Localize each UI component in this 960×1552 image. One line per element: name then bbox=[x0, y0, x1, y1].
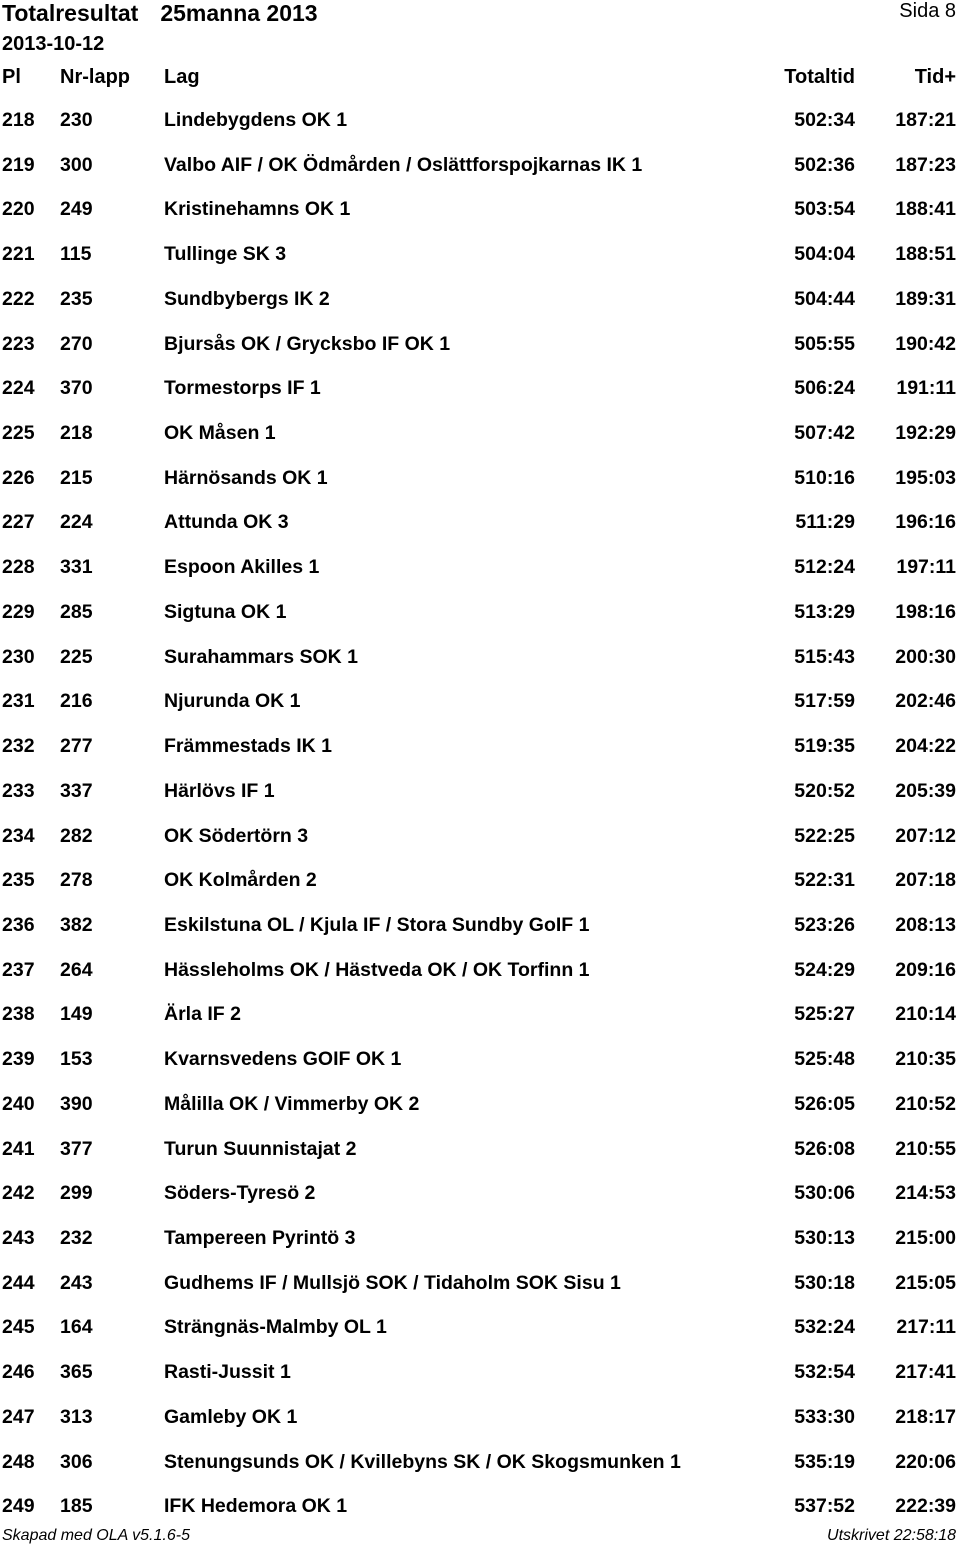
table-row bbox=[0, 555, 960, 600]
cell-totaltid: 502:34 bbox=[794, 109, 855, 131]
table-row bbox=[0, 153, 960, 198]
cell-lag: Strängnäs-Malmby OL 1 bbox=[164, 1316, 387, 1339]
cell-tidplus: 210:14 bbox=[895, 1003, 956, 1026]
cell-pl: 241 bbox=[2, 1137, 35, 1160]
cell-pl: 237 bbox=[2, 958, 35, 981]
cell-pl: 245 bbox=[2, 1316, 35, 1339]
cell-nr-lapp: 232 bbox=[60, 1226, 93, 1249]
table-row bbox=[0, 1226, 960, 1271]
cell-tidplus: 214:53 bbox=[895, 1182, 956, 1205]
table-row bbox=[0, 645, 960, 690]
cell-totaltid: 523:26 bbox=[794, 913, 855, 936]
table-row bbox=[0, 421, 960, 466]
table-row bbox=[0, 1092, 960, 1137]
cell-totaltid: 520:52 bbox=[794, 779, 855, 802]
cell-lag: Turun Suunnistajat 2 bbox=[164, 1137, 357, 1160]
table-row bbox=[0, 600, 960, 645]
cell-lag: Sigtuna OK 1 bbox=[164, 600, 287, 623]
cell-pl: 229 bbox=[2, 600, 35, 623]
table-row bbox=[0, 287, 960, 332]
cell-pl: 222 bbox=[2, 287, 35, 310]
cell-lag: Tampereen Pyrintö 3 bbox=[164, 1226, 356, 1249]
cell-tidplus: 189:31 bbox=[895, 287, 956, 310]
cell-pl: 236 bbox=[2, 913, 35, 936]
cell-lag: Härnösands OK 1 bbox=[164, 466, 328, 489]
cell-nr-lapp: 243 bbox=[60, 1271, 93, 1294]
cell-pl: 221 bbox=[2, 243, 35, 266]
cell-nr-lapp: 235 bbox=[60, 287, 93, 310]
title-text: Totalresultat bbox=[2, 0, 139, 26]
cell-tidplus: 188:51 bbox=[895, 243, 956, 266]
cell-totaltid: 530:18 bbox=[794, 1271, 855, 1294]
cell-lag: Främmestads IK 1 bbox=[164, 735, 332, 758]
cell-lag: Målilla OK / Vimmerby OK 2 bbox=[164, 1092, 420, 1115]
cell-tidplus: 195:03 bbox=[895, 466, 956, 489]
table-row bbox=[0, 376, 960, 421]
cell-nr-lapp: 216 bbox=[60, 690, 93, 713]
table-row bbox=[0, 1047, 960, 1092]
cell-nr-lapp: 115 bbox=[60, 243, 92, 266]
col-header-tidplus: Tid+ bbox=[914, 66, 956, 88]
table-row bbox=[0, 466, 960, 511]
cell-pl: 246 bbox=[2, 1361, 35, 1384]
cell-totaltid: 504:44 bbox=[794, 287, 855, 310]
cell-pl: 219 bbox=[2, 153, 35, 176]
cell-tidplus: 200:30 bbox=[895, 645, 956, 668]
cell-tidplus: 220:06 bbox=[895, 1450, 956, 1473]
created-with-text: Skapad med OLA v5.1.6-5 bbox=[2, 1527, 190, 1544]
col-header-nr-lapp: Nr-lapp bbox=[60, 66, 130, 88]
cell-pl: 238 bbox=[2, 1003, 35, 1026]
cell-nr-lapp: 377 bbox=[60, 1137, 93, 1160]
cell-lag: Härlövs IF 1 bbox=[164, 779, 275, 802]
cell-totaltid: 522:31 bbox=[794, 869, 855, 892]
cell-nr-lapp: 299 bbox=[60, 1182, 93, 1205]
cell-lag: Hässleholms OK / Hästveda OK / OK Torfinn 1 bbox=[164, 958, 590, 981]
cell-totaltid: 512:24 bbox=[794, 556, 855, 579]
cell-pl: 240 bbox=[2, 1092, 35, 1115]
table-row bbox=[0, 242, 960, 287]
cell-lag: Ärla IF 2 bbox=[164, 1003, 241, 1026]
cell-pl: 220 bbox=[2, 198, 35, 221]
cell-totaltid: 537:52 bbox=[794, 1495, 855, 1518]
column-header-row bbox=[0, 66, 960, 90]
cell-lag: Tormestorps IF 1 bbox=[164, 377, 321, 400]
cell-pl: 242 bbox=[2, 1182, 35, 1205]
report-date: 2013-10-12 bbox=[2, 33, 105, 55]
table-row bbox=[0, 779, 960, 824]
cell-nr-lapp: 224 bbox=[60, 511, 93, 534]
cell-lag: OK Södertörn 3 bbox=[164, 824, 309, 847]
cell-totaltid: 532:24 bbox=[794, 1316, 855, 1339]
cell-nr-lapp: 164 bbox=[60, 1316, 93, 1339]
cell-tidplus: 196:16 bbox=[895, 511, 956, 534]
cell-nr-lapp: 278 bbox=[60, 869, 93, 892]
cell-pl: 227 bbox=[2, 511, 35, 534]
col-header-totaltid: Totaltid bbox=[784, 66, 855, 88]
cell-totaltid: 517:59 bbox=[794, 690, 855, 713]
cell-nr-lapp: 264 bbox=[60, 958, 93, 981]
cell-pl: 239 bbox=[2, 1048, 35, 1071]
table-row bbox=[0, 1315, 960, 1360]
cell-lag: Gamleby OK 1 bbox=[164, 1405, 298, 1428]
table-row bbox=[0, 1271, 960, 1316]
cell-lag: Valbo AIF / OK Ödmården / Oslättforspojkarnas IK 1 bbox=[164, 153, 643, 176]
cell-nr-lapp: 285 bbox=[60, 600, 93, 623]
table-row bbox=[0, 1360, 960, 1405]
cell-lag: Stenungsunds OK / Kvillebyns SK / OK Skogsmunken 1 bbox=[164, 1450, 681, 1473]
cell-tidplus: 210:55 bbox=[895, 1137, 956, 1160]
cell-lag: IFK Hedemora OK 1 bbox=[164, 1495, 348, 1518]
cell-totaltid: 532:54 bbox=[794, 1361, 855, 1384]
cell-pl: 230 bbox=[2, 645, 35, 668]
cell-nr-lapp: 313 bbox=[60, 1405, 93, 1428]
cell-lag: Rasti-Jussit 1 bbox=[164, 1361, 291, 1384]
cell-tidplus: 217:41 bbox=[895, 1361, 956, 1384]
cell-totaltid: 524:29 bbox=[794, 958, 855, 981]
cell-lag: Bjursås OK / Grycksbo IF OK 1 bbox=[164, 332, 451, 355]
cell-nr-lapp: 277 bbox=[60, 735, 93, 758]
table-row bbox=[0, 913, 960, 958]
cell-totaltid: 522:25 bbox=[794, 824, 855, 847]
page-number: Sida 8 bbox=[899, 0, 956, 22]
cell-tidplus: 215:05 bbox=[895, 1271, 956, 1294]
cell-pl: 248 bbox=[2, 1450, 35, 1473]
cell-tidplus: 218:17 bbox=[895, 1405, 956, 1428]
cell-tidplus: 190:42 bbox=[895, 332, 956, 355]
cell-pl: 235 bbox=[2, 869, 35, 892]
cell-tidplus: 208:13 bbox=[895, 913, 956, 936]
cell-totaltid: 519:35 bbox=[794, 735, 855, 758]
results-table bbox=[0, 108, 960, 1539]
cell-tidplus: 187:21 bbox=[895, 109, 956, 131]
table-row bbox=[0, 510, 960, 555]
table-row bbox=[0, 108, 960, 153]
table-row bbox=[0, 689, 960, 734]
cell-nr-lapp: 249 bbox=[60, 198, 93, 221]
cell-lag: Espoon Akilles 1 bbox=[164, 556, 320, 579]
table-row bbox=[0, 197, 960, 242]
cell-totaltid: 533:30 bbox=[794, 1405, 855, 1428]
table-row bbox=[0, 734, 960, 779]
cell-totaltid: 525:27 bbox=[794, 1003, 855, 1026]
cell-nr-lapp: 215 bbox=[60, 466, 93, 489]
cell-lag: Lindebygdens OK 1 bbox=[164, 109, 348, 131]
cell-nr-lapp: 185 bbox=[60, 1495, 93, 1518]
cell-lag: Surahammars SOK 1 bbox=[164, 645, 359, 668]
cell-pl: 249 bbox=[2, 1495, 35, 1518]
cell-nr-lapp: 365 bbox=[60, 1361, 93, 1384]
cell-tidplus: 197:11 bbox=[896, 556, 956, 579]
cell-tidplus: 205:39 bbox=[895, 779, 956, 802]
cell-totaltid: 525:48 bbox=[794, 1048, 855, 1071]
cell-nr-lapp: 390 bbox=[60, 1092, 93, 1115]
cell-pl: 223 bbox=[2, 332, 35, 355]
cell-nr-lapp: 218 bbox=[60, 422, 93, 445]
cell-tidplus: 204:22 bbox=[895, 735, 956, 758]
cell-nr-lapp: 230 bbox=[60, 109, 93, 131]
cell-lag: Njurunda OK 1 bbox=[164, 690, 301, 713]
cell-totaltid: 513:29 bbox=[794, 600, 855, 623]
table-row bbox=[0, 1137, 960, 1182]
cell-pl: 225 bbox=[2, 422, 35, 445]
cell-pl: 218 bbox=[2, 109, 35, 131]
cell-totaltid: 506:24 bbox=[794, 377, 855, 400]
cell-nr-lapp: 370 bbox=[60, 377, 93, 400]
cell-totaltid: 535:19 bbox=[794, 1450, 855, 1473]
cell-nr-lapp: 225 bbox=[60, 645, 93, 668]
cell-pl: 232 bbox=[2, 735, 35, 758]
page-footer bbox=[0, 1527, 960, 1549]
table-row bbox=[0, 868, 960, 913]
cell-lag: Tullinge SK 3 bbox=[164, 243, 287, 266]
cell-pl: 233 bbox=[2, 779, 35, 802]
cell-nr-lapp: 300 bbox=[60, 153, 93, 176]
cell-tidplus: 217:11 bbox=[896, 1316, 956, 1339]
cell-nr-lapp: 337 bbox=[60, 779, 93, 802]
cell-tidplus: 209:16 bbox=[895, 958, 956, 981]
cell-tidplus: 215:00 bbox=[895, 1226, 956, 1249]
cell-totaltid: 511:29 bbox=[795, 511, 855, 534]
cell-totaltid: 530:13 bbox=[794, 1226, 855, 1249]
cell-pl: 234 bbox=[2, 824, 35, 847]
cell-totaltid: 510:16 bbox=[794, 466, 855, 489]
cell-tidplus: 207:18 bbox=[895, 869, 956, 892]
cell-pl: 243 bbox=[2, 1226, 35, 1249]
cell-nr-lapp: 149 bbox=[60, 1003, 93, 1026]
cell-tidplus: 222:39 bbox=[895, 1495, 956, 1518]
cell-lag: OK Måsen 1 bbox=[164, 422, 276, 445]
cell-lag: Söders-Tyresö 2 bbox=[164, 1182, 316, 1205]
cell-lag: Kvarnsvedens GOIF OK 1 bbox=[164, 1048, 402, 1071]
cell-tidplus: 210:35 bbox=[895, 1048, 956, 1071]
cell-pl: 244 bbox=[2, 1271, 35, 1294]
cell-totaltid: 530:06 bbox=[794, 1182, 855, 1205]
cell-lag: Eskilstuna OL / Kjula IF / Stora Sundby GoIF 1 bbox=[164, 913, 590, 936]
printed-time-text: Utskrivet 22:58:18 bbox=[827, 1527, 956, 1544]
cell-totaltid: 507:42 bbox=[794, 422, 855, 445]
cell-totaltid: 526:05 bbox=[794, 1092, 855, 1115]
cell-lag: Gudhems IF / Mullsjö SOK / Tidaholm SOK Sisu 1 bbox=[164, 1271, 621, 1294]
cell-totaltid: 502:36 bbox=[794, 153, 855, 176]
cell-pl: 224 bbox=[2, 377, 35, 400]
cell-totaltid: 505:55 bbox=[794, 332, 855, 355]
cell-totaltid: 526:08 bbox=[794, 1137, 855, 1160]
table-row bbox=[0, 1002, 960, 1047]
cell-nr-lapp: 306 bbox=[60, 1450, 93, 1473]
table-row bbox=[0, 332, 960, 377]
col-header-pl: Pl bbox=[2, 66, 21, 88]
cell-nr-lapp: 153 bbox=[60, 1048, 93, 1071]
cell-totaltid: 515:43 bbox=[794, 645, 855, 668]
table-row bbox=[0, 958, 960, 1003]
cell-pl: 231 bbox=[2, 690, 35, 713]
cell-totaltid: 503:54 bbox=[794, 198, 855, 221]
cell-lag: OK Kolmården 2 bbox=[164, 869, 317, 892]
table-row bbox=[0, 1181, 960, 1226]
cell-pl: 226 bbox=[2, 466, 35, 489]
table-row bbox=[0, 1405, 960, 1450]
cell-tidplus: 207:12 bbox=[895, 824, 956, 847]
table-row bbox=[0, 1450, 960, 1495]
cell-tidplus: 210:52 bbox=[895, 1092, 956, 1115]
cell-tidplus: 187:23 bbox=[895, 153, 956, 176]
cell-nr-lapp: 331 bbox=[60, 556, 93, 579]
cell-lag: Attunda OK 3 bbox=[164, 511, 289, 534]
table-row bbox=[0, 824, 960, 869]
cell-tidplus: 192:29 bbox=[895, 422, 956, 445]
cell-nr-lapp: 270 bbox=[60, 332, 93, 355]
cell-tidplus: 202:46 bbox=[895, 690, 956, 713]
cell-nr-lapp: 382 bbox=[60, 913, 93, 936]
cell-tidplus: 191:11 bbox=[896, 377, 956, 400]
cell-tidplus: 188:41 bbox=[895, 198, 956, 221]
cell-lag: Kristinehamns OK 1 bbox=[164, 198, 351, 221]
cell-pl: 247 bbox=[2, 1405, 35, 1428]
col-header-lag: Lag bbox=[164, 66, 200, 88]
cell-tidplus: 198:16 bbox=[895, 600, 956, 623]
cell-pl: 228 bbox=[2, 556, 35, 579]
event-name: 25manna 2013 bbox=[160, 0, 318, 26]
cell-totaltid: 504:04 bbox=[794, 243, 855, 266]
cell-nr-lapp: 282 bbox=[60, 824, 93, 847]
report-title bbox=[2, 0, 318, 27]
cell-lag: Sundbybergs IK 2 bbox=[164, 287, 330, 310]
